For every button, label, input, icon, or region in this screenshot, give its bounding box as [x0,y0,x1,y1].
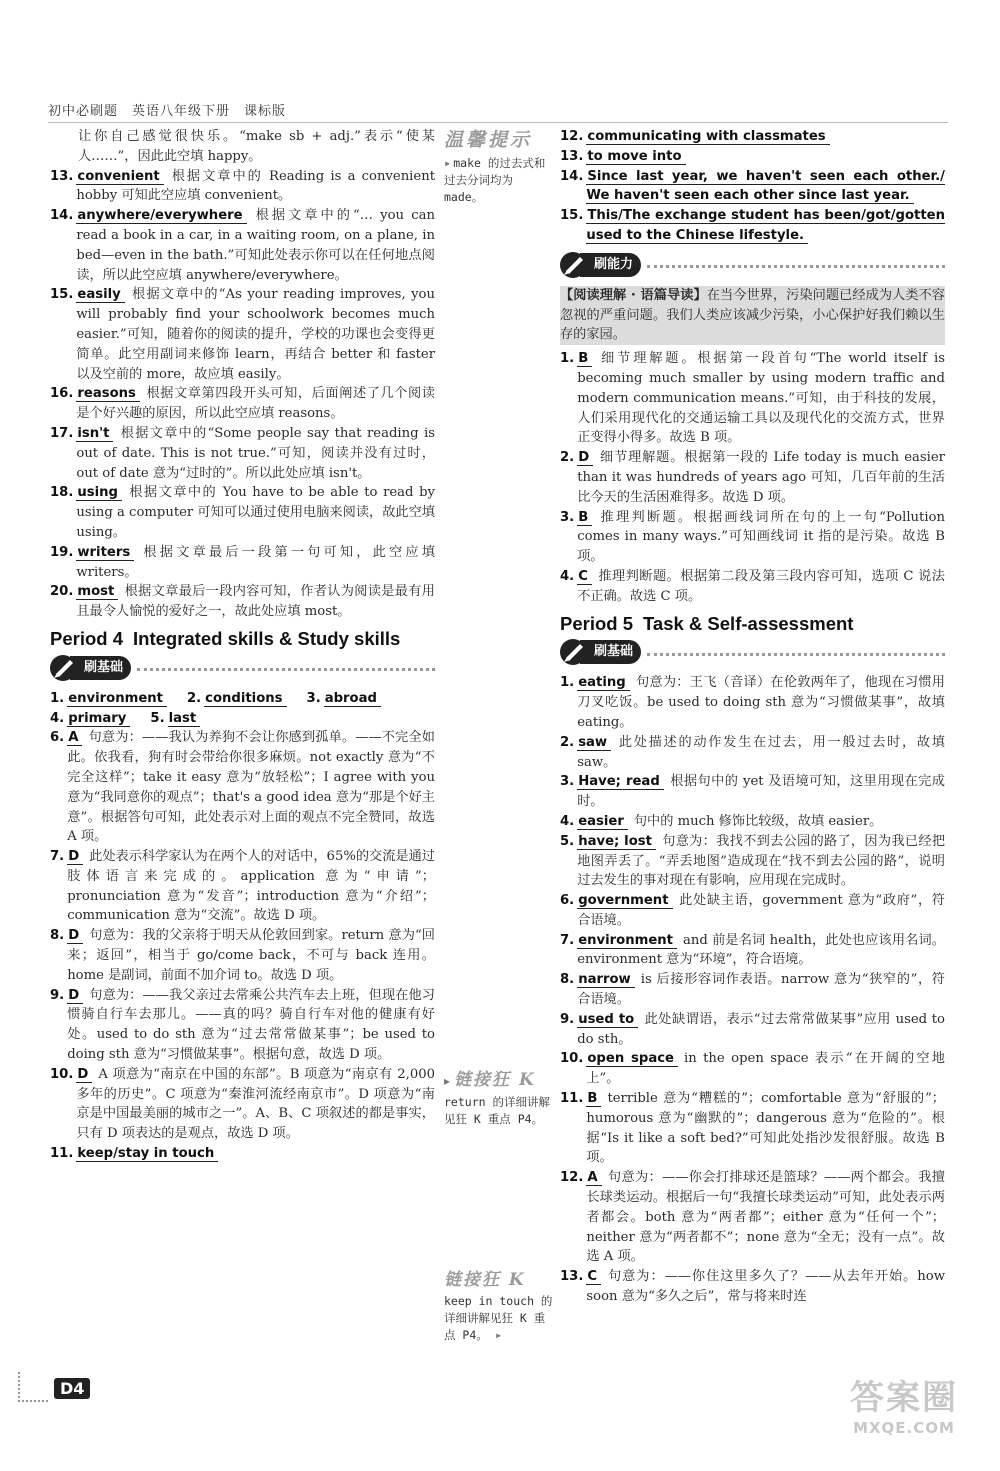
explanation: 此处表示科学家认为在两个人的对话中，65%的交流是通过肢体语言来完成的。application 意为“申请”；pronunciation 意为“发音”；introduction 意为“介绍”；communication 意为“交流”。故选 D 项。 [67,849,435,924]
answer-item [560,970,945,1010]
item-number: 1. [560,675,575,691]
answer-key: D [76,1067,92,1083]
answer-item [560,1267,945,1307]
answer-item [50,543,435,583]
answer-key: reasons [76,386,140,402]
item-number: 14. [560,168,584,184]
item-number: 13. [50,168,74,184]
answer-key: saw [577,735,611,751]
item-number: 6. [560,893,575,909]
arrow-icon: ▸ [487,1328,503,1342]
item-number: 2. [560,734,575,750]
continued-text: 让你自己感觉很快乐。“make sb + adj.”表示“使某人……”，因此此空填 happy。 [78,129,435,164]
page-corner [18,1372,48,1402]
answer-key: to move into [586,149,685,165]
answer-item [560,1010,945,1050]
period-5-title: Task & Self-assessment [643,612,854,634]
item-number: 14. [50,208,74,224]
explanation: 细节理解题。根据第一段的 Life today is much easier than it was hundreds of years ago 可知，几百年前的生活比今天的生活困难得多。故选 D 项。 [577,450,945,505]
answer-item [560,448,945,507]
explanation: 根据文章中的“As your reading improves, you will probably find your schoolwork becomes much easier.”可知，随着你的阅读的提升，学校的功课也会变得更简单。此空用副词来修饰 learn，再结合 better 和 faster 以及空前的 more，故应填 easily。 [76,287,435,382]
explanation: 此处缺主语，government 意为“政府”，符合语境。 [577,893,945,928]
answer-item [560,567,945,607]
answer-item [50,926,435,985]
period-4-heading [50,629,435,649]
item-number: 17. [50,425,74,441]
item-number: 9. [560,1011,575,1027]
answer-item [50,1144,435,1164]
item-number: 15. [50,287,74,303]
answer-item [560,891,945,931]
answer-item [50,728,435,847]
item-number: 3. [560,774,575,790]
item-number: 13. [560,1269,584,1285]
short-answers-row-2: 4. primary 5. last [50,709,435,729]
answer-item [560,147,945,167]
tip-title: 温馨提示 [444,129,533,151]
arrow-icon: ▸ [444,156,452,170]
answer-key: keep/stay in touch [76,1146,218,1162]
answer-item [50,1065,435,1144]
answer-key: anywhere/everywhere [76,208,246,224]
explanation: in the open space 表示“在开阔的空地上”。 [586,1051,945,1087]
item-number: 15. [560,208,584,224]
answer-item [50,384,435,424]
link-text-2: keep in touch 的详细讲解见狂 K 重点 P4。 ▸ [444,1294,553,1342]
answer-key: environment [577,933,677,949]
explanation: 句意为：王飞（音译）在伦敦两年了，他现在习惯用刀叉吃饭。be used to doing sth 意为“习惯做某事”，故填 eating。 [577,675,945,730]
reading-head: 【阅读理解 · 语篇导读】 [560,287,707,303]
item-number: 7. [560,932,575,948]
explanation: 根据文章中的 You have to be able to read by using a computer 可知可以通过使用电脑来阅读，故此空填 using。 [76,485,435,540]
answer-key: D [67,988,83,1004]
answer-key: D [67,849,83,865]
item-number: 1. [560,351,575,367]
answer-key: easier [577,814,628,830]
link-note-keep [444,1272,554,1344]
period-5-label: Period 5 [560,612,633,634]
answer-item [50,986,435,1065]
answer-key: using [76,485,122,501]
brush-icon [48,653,82,683]
reading-lead-text: 在当今世界，污染问题已经成为人类不容忽视的严重问题。我们人类应该减少污染，小心保护好我们赖以生存的家园。 [560,287,945,343]
explanation: 细节理解题。根据第一段首句“The world itself is becoming much smaller by using modern traffic and modern communication means.”可知，由于科技的发展，人们采用现代化的交通运输工具以及现代化的交流方式，世界正变得小得多。故选 B 项。 [577,351,945,446]
answer-key: isn't [76,426,113,442]
item-number: 12. [560,1170,584,1186]
answer-item [560,127,945,147]
item-number: 11. [560,1091,584,1107]
item-number: 8. [50,928,65,944]
item-number: 20. [50,584,74,600]
explanation: 根据文章最后一段内容可知，作者认为阅读是最有用且最令人愉悦的爱好之一，故此处应填 most。 [76,584,435,620]
answer-key: A [586,1170,601,1186]
answer-key: most [76,584,118,600]
answer-item [560,832,945,891]
link-title-2: 链接狂 K [444,1270,526,1290]
answer-key: easily [76,287,124,303]
answer-item [50,167,435,207]
answer-item [560,1168,945,1267]
brush-icon [558,250,592,280]
item-number: 4. [560,813,575,829]
answer-key: D [577,450,593,466]
answer-item [560,812,945,832]
explanation: 根据文章中的 Reading is a convenient hobby 可知此空应填 convenient。 [76,168,435,204]
item-number: 10. [560,1051,584,1067]
explanation: 句意为：——我父亲过去常乘公共汽车去上班，但现在他习惯骑自行车去那儿。——真的吗？骑自行车对他的健康有好处。used to do sth 意为“过去常常做某事”；be used to doing sth 意为“习惯做某事”。根据句意，故选 D 项。 [67,987,435,1063]
item-number: 8. [560,972,575,988]
answer-key: government [577,893,672,909]
explanation: 根据文章中的“Some people say that reading is out of date. This is not true.”可知，阅读并没有过时，out of date 意为“过时的”。所以此处应填 isn't。 [76,425,435,481]
reading-lead [560,286,945,345]
item-number: 9. [50,987,65,1003]
answer-key: C [586,1269,601,1285]
item-number: 7. [50,849,65,865]
item-number: 10. [50,1066,74,1082]
page-number: D4 [54,1378,90,1399]
answer-item [560,1089,945,1168]
answer-key: C [577,569,592,585]
item-number: 6. [50,730,65,746]
short-answers-row-1: 1. environment 2. conditions 3. abroad [50,689,435,709]
header-rule [48,122,948,123]
answer-item [50,847,435,926]
explanation: 根据句中的 yet 及语境可知，这里用现在完成时。 [577,774,945,810]
period-5-heading [560,614,945,634]
explanation: 根据文章第四段开头可知，后面阐述了几个阅读是个好兴趣的原因，所以此空应填 reasons。 [76,386,435,422]
period-4-title: Integrated skills & Study skills [133,627,401,649]
item-number: 4. [560,568,575,584]
explanation: 根据文章最后一段第一句可知，此空应填 writers。 [76,544,435,580]
explanation: and 前是名词 health，此处也应该用名词。environment 意为“环境”，符合语境。 [577,932,945,968]
tip-note [444,129,554,206]
link-title-1: ▸ 链接狂 K [444,1070,536,1090]
answer-item [560,508,945,567]
answer-item [560,673,945,732]
answer-key: narrow [577,972,635,988]
item-number: 2. [560,450,575,466]
explanation: 句意为：我找不到去公园的路了，因为我已经把地图弄丢了。“弄丢地图”造成现在“找不到去公园的路”，说明过去发生的事对现在有影响，应用现在完成时。 [577,833,946,889]
answer-item [560,1049,945,1089]
right-column [560,127,945,1307]
explanation: 根据文章中的“… you can read a book in a car, in a waiting room, on a plane, in bed—even in the bath.”可知此处表示你可以在任何地点阅读，所以此空应填 anywhere/everywhere。 [76,208,435,283]
answer-key: Since last year, we haven't seen each other./ We haven't seen each other since last year. [586,168,945,204]
answer-key: open space [586,1051,678,1067]
answer-key: D [67,928,83,944]
answer-item [560,167,945,207]
item-number: 3. [560,509,575,525]
period-4-label: Period 4 [50,627,123,649]
answer-item [560,772,945,812]
answer-key: have; lost [577,834,656,850]
badge-basic-1: 刷基础 [48,651,435,685]
answer-key: writers [76,545,134,561]
item-number: 12. [560,129,584,144]
answer-item [560,931,945,971]
answer-item [50,285,435,384]
item-number: 19. [50,544,74,560]
answer-key: B [577,510,592,526]
watermark: 答案圈 MXQE.COM [850,1378,958,1437]
explanation: A 项意为“南京在中国的东部”。B 项意为“南京有 2,000 多年的历史”。C 项意为“秦淮河流经南京市”。D 项意为“南京是中国最美丽的城市之一”。A、B、C 项叙述的都是事实，只有 D 项表达的是观点，故选 D 项。 [76,1066,435,1142]
explanation: 此处缺谓语，表示“过去常常做某事”应用 used to do sth。 [577,1011,945,1047]
explanation: 推理判断题。根据画线词所在句的上一句“Pollution comes in many ways.”可知画线词 it 指的是污染。故选 B 项。 [577,509,945,565]
explanation: 句意为：——你会打排球还是篮球？——两个都会。我擅长球类运动。根据后一句“我擅长球类运动”可知，此处表示两者都会。both 意为“两者都”；either 意为“任何一个”；neither 意为“两者都不”；none 意为“全无；没有一点”。故选 A 项。 [586,1170,945,1265]
explanation: 句意为：我的父亲将于明天从伦敦回到家。return 意为“回来；返回”，相当于 go/come back，不可与 back 连用。home 是副词，前面不加介词 to。故选 D 项。 [67,928,435,983]
item-number: 18. [50,485,74,501]
explanation: 推理判断题。根据第二段及第三段内容可知，选项 C 说法不正确。故选 C 项。 [577,568,945,604]
badge-basic-2: 刷基础 [558,635,945,669]
answer-key: used to [577,1012,638,1028]
answer-item [50,582,435,622]
link-text-1: return 的详细讲解见狂 K 重点 P4。 [444,1095,550,1126]
explanation: 此处描述的动作发生在过去，用一般过去时，故填 saw。 [577,734,945,770]
arrow-icon: ▸ [444,1074,453,1088]
item-number: 13. [560,148,584,164]
item-number: 16. [50,386,74,402]
item-number: 5. [560,833,575,849]
answer-item [50,424,435,483]
answer-key: communicating with classmates [586,129,829,145]
answer-key: convenient [76,169,163,185]
answer-item [560,206,945,246]
answer-key: Have; read [577,774,664,790]
explanation: terrible 意为“糟糕的”；comfortable 意为“舒服的”；humorous 意为“幽默的”；dangerous 意为“危险的”。根据“Is it like a soft bed?”可知此处指沙发很舒服。故选 B 项。 [586,1091,945,1166]
link-note-return [444,1072,554,1128]
running-header: 初中必刷题 英语八年级下册 课标版 [48,104,287,119]
answer-key: B [586,1091,601,1107]
answer-item [50,483,435,542]
brush-icon [558,637,592,667]
explanation: is 后接形容词作表语。narrow 意为“狭窄的”，符合语境。 [577,972,945,1008]
tip-text: make 的过去式和过去分词均为 made。 [444,156,546,204]
item-number: 11. [50,1146,74,1162]
answer-item [50,206,435,285]
explanation: 句意为：——你住这里多久了？——从去年开始。how soon 意为“多久之后”，常与将来时连 [586,1269,945,1305]
answer-key: eating [577,675,630,691]
explanation: 句中的 much 修饰比较级，故填 easier。 [633,813,883,829]
answer-key: This/The exchange student has been/got/gotten used to the Chinese lifestyle. [586,208,945,243]
answer-key: B [577,351,592,367]
answer-key: A [67,730,82,746]
badge-ability: 刷能力 [558,248,945,282]
answer-item [560,349,945,448]
explanation: 句意为：——我认为养狗不会让你感到孤单。——不完全如此。依我看，狗有时会带给你很多麻烦。not exactly 意为“不完全这样”；take it easy 意为“放轻松”；I agree with you 意为“我同意你的观点”；that's a good idea 意为“那是个好主意”。根据答句可知，此处表示对上面的观点不完全赞同，故选 A 项。 [67,730,435,845]
left-column [50,127,435,1164]
answer-item [560,733,945,773]
